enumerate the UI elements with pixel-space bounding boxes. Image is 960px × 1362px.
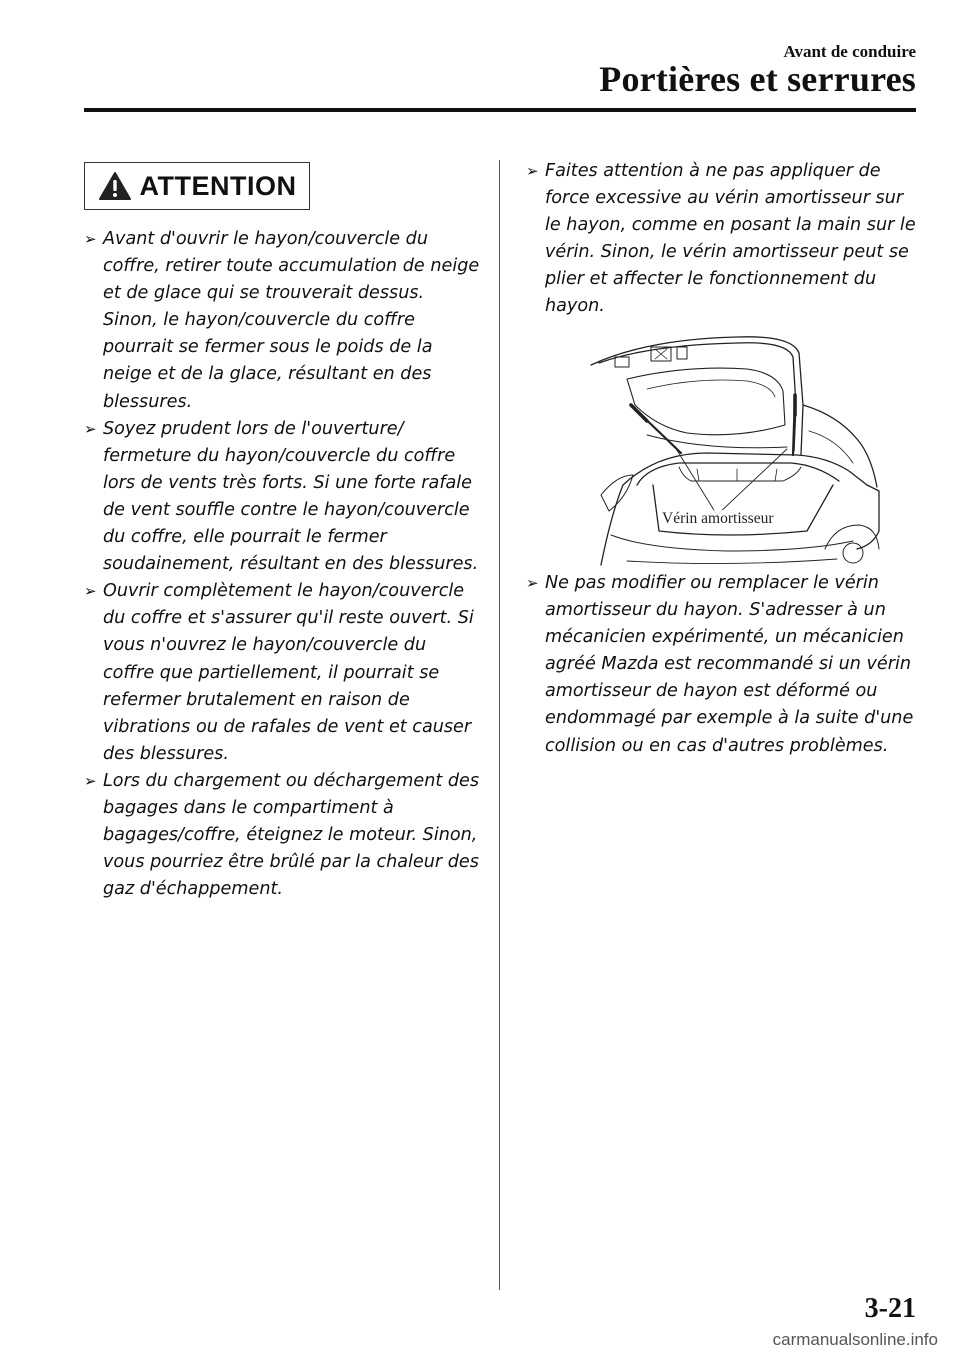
list-item <box>84 226 480 416</box>
left-warning-list <box>84 226 480 903</box>
list-item <box>526 570 918 760</box>
bullet-arrow-icon: ➢ <box>84 771 97 790</box>
page-title: Portières et serrures <box>599 59 916 99</box>
bullet-arrow-icon: ➢ <box>84 419 97 438</box>
list-item <box>84 768 480 903</box>
attention-label: ATTENTION <box>139 170 297 201</box>
list-item <box>84 578 480 768</box>
figure-label: Vérin amortisseur <box>662 510 774 527</box>
page-number: 3-21 <box>864 1293 916 1324</box>
attention-banner <box>84 162 310 210</box>
list-item-text: Soyez prudent lors de l'ouverture/ fermeture du hayon/couvercle du coffre lors de vents très forts. Si une forte rafale de vent souffle contre le hayon/couvercle du coffre, elle pourrait le fermer soudainement, résultant en des blessures. <box>103 418 479 575</box>
liftgate-illustration <box>587 335 883 567</box>
list-item <box>84 416 480 579</box>
bullet-arrow-icon: ➢ <box>526 574 539 592</box>
column-divider <box>499 160 500 1290</box>
right-warning-list-top <box>526 158 918 321</box>
watermark: carmanualsonline.info <box>772 1330 938 1349</box>
list-item-text: Lors du chargement ou déchargement des bagages dans le compartiment à bagages/coffre, éteignez le moteur. Sinon, vous pourriez être brûlé par la chaleur des gaz d'échappement. <box>103 770 479 900</box>
list-item-text: Avant d'ouvrir le hayon/couvercle du coffre, retirer toute accumulation de neige et de glace qui se trouverait dessus. Sinon, le hayon/couvercle du coffre pourrait se fermer sous le poids de la neige et de la glace, résultant en des blessures. <box>103 229 480 412</box>
list-item-text: Ouvrir complètement le hayon/couvercle du coffre et s'assurer qu'il reste ouvert. Si vous n'ouvrez le hayon/couvercle du coffre que partiellement, il pourrait se refermer brutalement en raison de vibrations ou de rafales de vent et causer des blessures. <box>103 581 474 764</box>
list-item-text: Faites attention à ne pas appliquer de force excessive au vérin amortisseur sur le hayon, comme en posant la main sur le vérin. Sinon, le vérin amortisseur peut se plier et affecter le fonctionnement du hayon. <box>545 161 916 317</box>
bullet-arrow-icon: ➢ <box>84 230 97 248</box>
section-header: Avant de conduire <box>783 42 916 61</box>
bullet-arrow-icon: ➢ <box>526 162 539 180</box>
list-item-text: Ne pas modifier ou remplacer le vérin amortisseur du hayon. S'adresser à un mécanicien expérimenté, un mécanicien agréé Mazda est recommandé si un vérin amortisseur de hayon est déformé ou endommagé par exemple à la suite d'une collision ou en cas d'autres problèmes. <box>545 573 914 756</box>
bullet-arrow-icon: ➢ <box>84 582 97 601</box>
right-warning-list-bottom <box>526 570 918 760</box>
header-rule <box>84 108 916 112</box>
list-item <box>526 158 918 321</box>
warning-triangle-icon <box>98 171 132 201</box>
